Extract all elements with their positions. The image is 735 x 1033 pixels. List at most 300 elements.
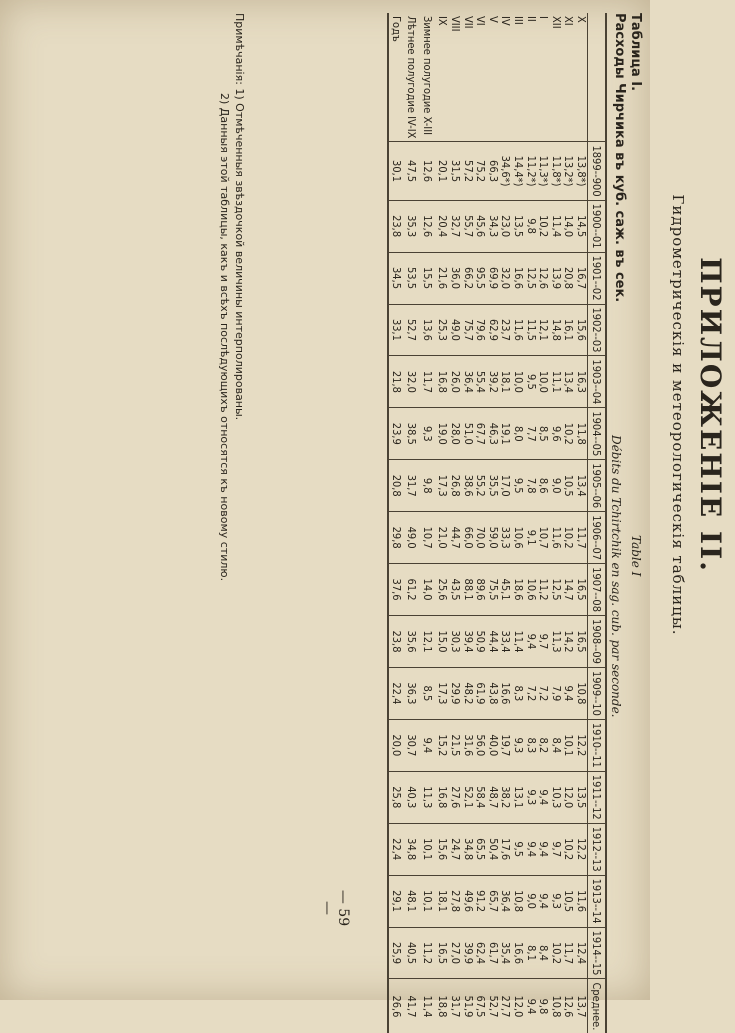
table-cell: 9,4 [524, 823, 537, 875]
table-cell: 11,8*) [549, 142, 562, 200]
table-cell: 12,0 [562, 771, 575, 823]
table-row [436, 13, 449, 1033]
table-cell: 9,6 [549, 408, 562, 460]
table-cell: 10,7 [420, 512, 436, 564]
table-cell: 23,8 [388, 200, 405, 252]
table-row [537, 13, 550, 1033]
table-cell: 10,1 [420, 823, 436, 875]
table-cell: 79,6 [474, 304, 487, 356]
table-cell: 16,7 [574, 252, 587, 304]
table-cell: 11,7 [420, 356, 436, 408]
table-cell: 10,5 [562, 460, 575, 512]
table-cell: 49,0 [405, 512, 421, 564]
table-cell: 13,4 [562, 356, 575, 408]
table-cell: 22,4 [388, 667, 405, 719]
table-cell: 9,7 [549, 823, 562, 875]
row-label: II [524, 16, 538, 22]
column-header: 1903--04 [588, 356, 607, 408]
table-cell: 39,2 [486, 356, 499, 408]
row-label: VI [474, 16, 488, 26]
table-cell: 9,4 [537, 771, 550, 823]
table-row [511, 13, 524, 1033]
column-header: 1914--15 [588, 927, 607, 979]
table-cell: 75,7 [461, 304, 474, 356]
table-cell: 27,6 [448, 771, 461, 823]
table-cell: 12,6 [420, 142, 436, 200]
table-cell: 56,0 [474, 719, 487, 771]
table-cell: 10,0 [537, 356, 550, 408]
table-cell: 9,8 [537, 979, 550, 1033]
table-cell: 18,6 [511, 564, 524, 616]
table-cell: 33,4 [499, 616, 512, 668]
table-cell: 55,4 [474, 356, 487, 408]
table-cell: 49,0 [448, 304, 461, 356]
table-cell: 10,1 [420, 875, 436, 927]
table-cell: 23,8 [388, 616, 405, 668]
table-cell: 8,0 [511, 408, 524, 460]
table-cell: 52,7 [486, 979, 499, 1033]
table-cell: 55,2 [474, 460, 487, 512]
table-cell: 7,2 [537, 667, 550, 719]
table-cell: 16,6 [499, 667, 512, 719]
row-label: Годъ [388, 13, 405, 142]
table-cell: 16,3 [574, 356, 587, 408]
table-cell: 16,5 [574, 616, 587, 668]
table-cell: 34,8 [405, 823, 421, 875]
table-cell: 15,2 [436, 719, 449, 771]
table-cell: 8,1 [524, 927, 537, 979]
table-cell: 47,5 [405, 142, 421, 200]
table-cell: 39,4 [461, 616, 474, 668]
table-cell: 7,8 [524, 460, 537, 512]
table-cell: 9,5 [524, 356, 537, 408]
table-cell: 9,4 [537, 875, 550, 927]
table-cell: 11,6 [549, 512, 562, 564]
page-number: — 59 — [319, 889, 351, 927]
table-cell: 12,6 [420, 200, 436, 252]
table-cell: 43,5 [448, 564, 461, 616]
table-cell: 12,5 [524, 252, 537, 304]
table-cell: 13,8*) [574, 142, 587, 200]
table-cell: 9,8 [420, 460, 436, 512]
table-label-french: Table I [629, 535, 643, 577]
table-cell: 95,5 [474, 252, 487, 304]
row-label: Зимнее полугодие X-III [420, 16, 434, 136]
table-cell: 13,9 [549, 252, 562, 304]
table-cell: 13,7 [574, 979, 587, 1033]
table-cell: 34,5 [388, 252, 405, 304]
note-line-2: 2) Данныя этой таблицы, какъ и всѣхъ послѣдующихъ относятся къ новому стилю. [218, 93, 231, 582]
table-cell: 40,0 [486, 719, 499, 771]
column-header: 1908--09 [588, 616, 607, 668]
table-cell: 38,2 [499, 771, 512, 823]
table-cell: 16,8 [436, 356, 449, 408]
table-cell: 30,3 [448, 616, 461, 668]
table-cell: 13,4 [574, 460, 587, 512]
table-cell: 36,0 [448, 252, 461, 304]
column-header: 1899--900 [588, 142, 607, 200]
row-label: Лѣтнее полугодие IV-IX [405, 16, 419, 139]
column-header: 1907--08 [588, 564, 607, 616]
row-label: VII [461, 16, 475, 29]
table-cell: 48,1 [405, 875, 421, 927]
table-cell: 25,9 [388, 927, 405, 979]
table-cell: 27,0 [448, 927, 461, 979]
table-cell: 26,8 [448, 460, 461, 512]
table-cell: 20,1 [436, 142, 449, 200]
table-cell: 89,6 [474, 564, 487, 616]
table-cell: 34,3 [486, 200, 499, 252]
table-row [486, 13, 499, 1033]
table-cell: 8,3 [524, 719, 537, 771]
table-cell: 11,4 [420, 979, 436, 1033]
table-cell: 11,2 [420, 927, 436, 979]
table-cell: 31,7 [448, 979, 461, 1033]
table-cell: 18,8 [436, 979, 449, 1033]
table-cell: 18,1 [436, 875, 449, 927]
table-cell: 75,5 [486, 564, 499, 616]
table-cell: 11,4 [549, 200, 562, 252]
table-cell: 10,8 [549, 979, 562, 1033]
table-cell: 9,4 [537, 823, 550, 875]
column-header: 1906--07 [588, 512, 607, 564]
table-cell: 10,3 [549, 771, 562, 823]
table-cell: 45,1 [499, 564, 512, 616]
table-cell: 21,6 [436, 252, 449, 304]
table-cell: 15,5 [420, 252, 436, 304]
table-cell: 88,1 [461, 564, 474, 616]
table-cell: 10,1 [562, 719, 575, 771]
table-cell: 51,9 [461, 979, 474, 1033]
table-cell: 13,6 [420, 304, 436, 356]
row-label: X [575, 16, 588, 23]
table-cell: 30,1 [388, 142, 405, 200]
table-cell: 7,9 [549, 667, 562, 719]
column-header: 1901--02 [588, 252, 607, 304]
table-cell: 10,7 [537, 512, 550, 564]
table-cell: 9,3 [511, 719, 524, 771]
row-label: III [512, 16, 526, 25]
table-row [549, 13, 562, 1033]
column-header: 1912--13 [588, 823, 607, 875]
table-cell: 12,4 [574, 927, 587, 979]
table-cell: 27,7 [499, 979, 512, 1033]
table-caption-french: Débits du Tchirtchik en sag. cub. par seconde. [609, 435, 623, 718]
table-cell: 20,0 [388, 719, 405, 771]
table-cell: 32,7 [448, 200, 461, 252]
table-cell: 17,3 [436, 667, 449, 719]
table-cell: 36,4 [499, 875, 512, 927]
table-cell: 13,1 [511, 771, 524, 823]
table-cell: 7,2 [524, 667, 537, 719]
table-cell: 33,1 [388, 304, 405, 356]
table-cell: 9,5 [511, 460, 524, 512]
table-row [562, 13, 575, 1033]
table-cell: 9,4 [420, 719, 436, 771]
table-row [405, 13, 421, 1033]
row-label: IV [499, 16, 513, 26]
table-cell: 7,7 [524, 408, 537, 460]
table-cell: 13,2*) [562, 142, 575, 200]
table-cell: 8,4 [549, 719, 562, 771]
table-cell: 16,6 [511, 927, 524, 979]
table-cell: 62,4 [474, 927, 487, 979]
table-cell: 21,5 [448, 719, 461, 771]
table-cell: 24,7 [448, 823, 461, 875]
table-cell: 14,7 [562, 564, 575, 616]
table-cell: 69,9 [486, 252, 499, 304]
table-cell: 8,6 [537, 460, 550, 512]
table-cell: 66,0 [461, 512, 474, 564]
table-cell: 11,7 [562, 927, 575, 979]
table-cell: 38,5 [405, 408, 421, 460]
table-cell: 11,3 [420, 771, 436, 823]
table-cell: 62,9 [486, 304, 499, 356]
table-cell: 11,1 [549, 356, 562, 408]
table-cell: 9,4 [562, 667, 575, 719]
table-cell: 65,5 [474, 823, 487, 875]
table-cell: 45,6 [474, 200, 487, 252]
table-cell: 9,1 [524, 512, 537, 564]
table-cell: 8,3 [511, 667, 524, 719]
table-cell: 66,3 [486, 142, 499, 200]
table-cell: 34,6*) [499, 142, 512, 200]
table-cell: 52,1 [461, 771, 474, 823]
table-cell: 10,2 [562, 512, 575, 564]
table-cell: 10,2 [537, 200, 550, 252]
table-cell: 10,2 [562, 408, 575, 460]
table-cell: 11,3 [549, 616, 562, 668]
table-cell: 53,5 [405, 252, 421, 304]
table-cell: 35,4 [499, 927, 512, 979]
table-cell: 12,6 [562, 979, 575, 1033]
table-cell: 9,8 [524, 200, 537, 252]
table-cell: 11,7 [574, 512, 587, 564]
column-header: 1910--11 [588, 719, 607, 771]
table-cell: 11,2*) [524, 142, 537, 200]
table-cell: 11,6 [511, 304, 524, 356]
table-cell: 36,3 [405, 667, 421, 719]
table-cell: 25,6 [436, 564, 449, 616]
table-cell: 8,2 [537, 719, 550, 771]
table-row [499, 13, 512, 1033]
table-cell: 31,6 [461, 719, 474, 771]
column-header: 1913--14 [588, 875, 607, 927]
table-cell: 15,6 [436, 823, 449, 875]
table-cell: 23,9 [388, 408, 405, 460]
table-cell: 38,6 [461, 460, 474, 512]
table-cell: 57,2 [461, 142, 474, 200]
table-cell: 66,2 [461, 252, 474, 304]
table-cell: 15,0 [436, 616, 449, 668]
table-cell: 10,8 [574, 667, 587, 719]
table-cell: 40,3 [405, 771, 421, 823]
column-header: Среднее. [588, 979, 607, 1033]
table-cell: 11,8 [574, 408, 587, 460]
table-row [448, 13, 461, 1033]
table-cell: 16,5 [574, 564, 587, 616]
table-cell: 10,0 [511, 356, 524, 408]
table-cell: 10,2 [562, 823, 575, 875]
table-cell: 44,4 [486, 616, 499, 668]
table-cell: 8,4 [537, 927, 550, 979]
column-header: 1902--03 [588, 304, 607, 356]
table-cell: 10,5 [562, 875, 575, 927]
table-row [524, 13, 537, 1033]
table-cell: 12,0 [511, 979, 524, 1033]
table-cell: 61,7 [486, 927, 499, 979]
row-label: I [537, 16, 551, 19]
table-caption: Расходы Чирчика въ куб. саж. въ сек. [612, 13, 627, 303]
row-label: VIII [449, 16, 463, 32]
table-cell: 14,2 [562, 616, 575, 668]
table-cell: 23,7 [499, 304, 512, 356]
table-cell: 11,3*) [537, 142, 550, 200]
table-cell: 31,7 [405, 460, 421, 512]
table-cell: 12,2 [574, 823, 587, 875]
table-cell: 16,8 [436, 771, 449, 823]
table-cell: 30,7 [405, 719, 421, 771]
table-cell: 19,1 [499, 408, 512, 460]
table-cell: 35,5 [486, 460, 499, 512]
column-header [588, 13, 607, 142]
table-cell: 29,8 [388, 512, 405, 564]
table-cell: 9,0 [549, 460, 562, 512]
table-cell: 49,6 [461, 875, 474, 927]
table-cell: 11,6 [574, 875, 587, 927]
table-cell: 65,7 [486, 875, 499, 927]
table-notes [217, 13, 247, 581]
table-cell: 17,3 [436, 460, 449, 512]
table-cell: 28,0 [448, 408, 461, 460]
table-cell: 14,8 [549, 304, 562, 356]
table-cell: 29,9 [448, 667, 461, 719]
table-cell: 10,8 [511, 875, 524, 927]
table-row [388, 13, 405, 1033]
table-cell: 25,8 [388, 771, 405, 823]
table-row [574, 13, 587, 1033]
table-cell: 50,9 [474, 616, 487, 668]
table-cell: 16,1 [562, 304, 575, 356]
table-cell: 9,4 [524, 616, 537, 668]
table-cell: 20,4 [436, 200, 449, 252]
table-cell: 25,3 [436, 304, 449, 356]
table-cell: 13,5 [511, 200, 524, 252]
table-row [420, 13, 436, 1033]
table-cell: 61,9 [474, 667, 487, 719]
discharge-table [387, 13, 607, 1033]
table-header-row [588, 13, 607, 1033]
table-cell: 10,2 [549, 927, 562, 979]
table-label: Таблица I. [628, 13, 643, 92]
table-cell: 37,6 [388, 564, 405, 616]
table-cell: 36,4 [461, 356, 474, 408]
table-cell: 55,7 [461, 200, 474, 252]
rotated-page-content [175, 0, 735, 1031]
table-cell: 20,8 [388, 460, 405, 512]
table-cell: 26,6 [388, 979, 405, 1033]
table-cell: 9,5 [511, 823, 524, 875]
table-row [461, 13, 474, 1033]
table-cell: 31,5 [448, 142, 461, 200]
table-cell: 12,6 [537, 252, 550, 304]
table-cell: 50,4 [486, 823, 499, 875]
appendix-title: ПРИЛОЖЕНІЕ II. [694, 257, 727, 573]
table-cell: 61,2 [405, 564, 421, 616]
table-cell: 10,6 [511, 512, 524, 564]
table-cell: 34,8 [461, 823, 474, 875]
table-cell: 9,0 [524, 875, 537, 927]
table-cell: 21,8 [388, 356, 405, 408]
table-cell: 67,5 [474, 979, 487, 1033]
table-cell: 14,5 [574, 200, 587, 252]
table-cell: 91,2 [474, 875, 487, 927]
table-cell: 32,0 [405, 356, 421, 408]
table-cell: 10,6 [524, 564, 537, 616]
table-cell: 12,2 [574, 719, 587, 771]
table-cell: 14,0 [562, 200, 575, 252]
column-header: 1911--12 [588, 771, 607, 823]
table-cell: 26,0 [448, 356, 461, 408]
column-header: 1904--05 [588, 408, 607, 460]
table-cell: 12,5 [549, 564, 562, 616]
table-cell: 23,0 [499, 200, 512, 252]
table-cell: 9,3 [524, 771, 537, 823]
table-cell: 11,5 [524, 304, 537, 356]
table-cell: 75,2 [474, 142, 487, 200]
table-cell: 46,3 [486, 408, 499, 460]
table-cell: 14,0 [420, 564, 436, 616]
table-cell: 19,0 [436, 408, 449, 460]
table-cell: 22,4 [388, 823, 405, 875]
table-cell: 35,3 [405, 200, 421, 252]
table-cell: 41,7 [405, 979, 421, 1033]
table-cell: 17,6 [499, 823, 512, 875]
table-cell: 16,5 [436, 927, 449, 979]
table-cell: 29,1 [388, 875, 405, 927]
table-cell: 12,1 [537, 304, 550, 356]
table-cell: 32,0 [499, 252, 512, 304]
table-cell: 9,7 [537, 616, 550, 668]
table-cell: 14,4*) [511, 142, 524, 200]
table-cell: 17,0 [499, 460, 512, 512]
table-cell: 13,5 [574, 771, 587, 823]
table-cell: 40,5 [405, 927, 421, 979]
table-cell: 15,6 [574, 304, 587, 356]
table-cell: 33,3 [499, 512, 512, 564]
table-cell: 9,3 [420, 408, 436, 460]
table-cell: 18,1 [499, 356, 512, 408]
column-header: 1909--10 [588, 667, 607, 719]
row-label: XII [549, 16, 563, 29]
table-cell: 11,4 [511, 616, 524, 668]
table-cell: 27,8 [448, 875, 461, 927]
table-cell: 48,7 [486, 771, 499, 823]
note-line-1: Примѣчанія: 1) Отмѣченныя звѣздочкой величины интерполированы. [233, 13, 246, 421]
table-cell: 8,5 [420, 667, 436, 719]
row-label: V [486, 16, 500, 23]
row-label: IX [436, 16, 450, 26]
column-header: 1900--01 [588, 200, 607, 252]
table-cell: 21,0 [436, 512, 449, 564]
table-cell: 20,8 [562, 252, 575, 304]
table-cell: 35,6 [405, 616, 421, 668]
table-cell: 19,7 [499, 719, 512, 771]
table-cell: 12,1 [420, 616, 436, 668]
column-header: 1905--06 [588, 460, 607, 512]
table-cell: 48,2 [461, 667, 474, 719]
table-cell: 51,0 [461, 408, 474, 460]
